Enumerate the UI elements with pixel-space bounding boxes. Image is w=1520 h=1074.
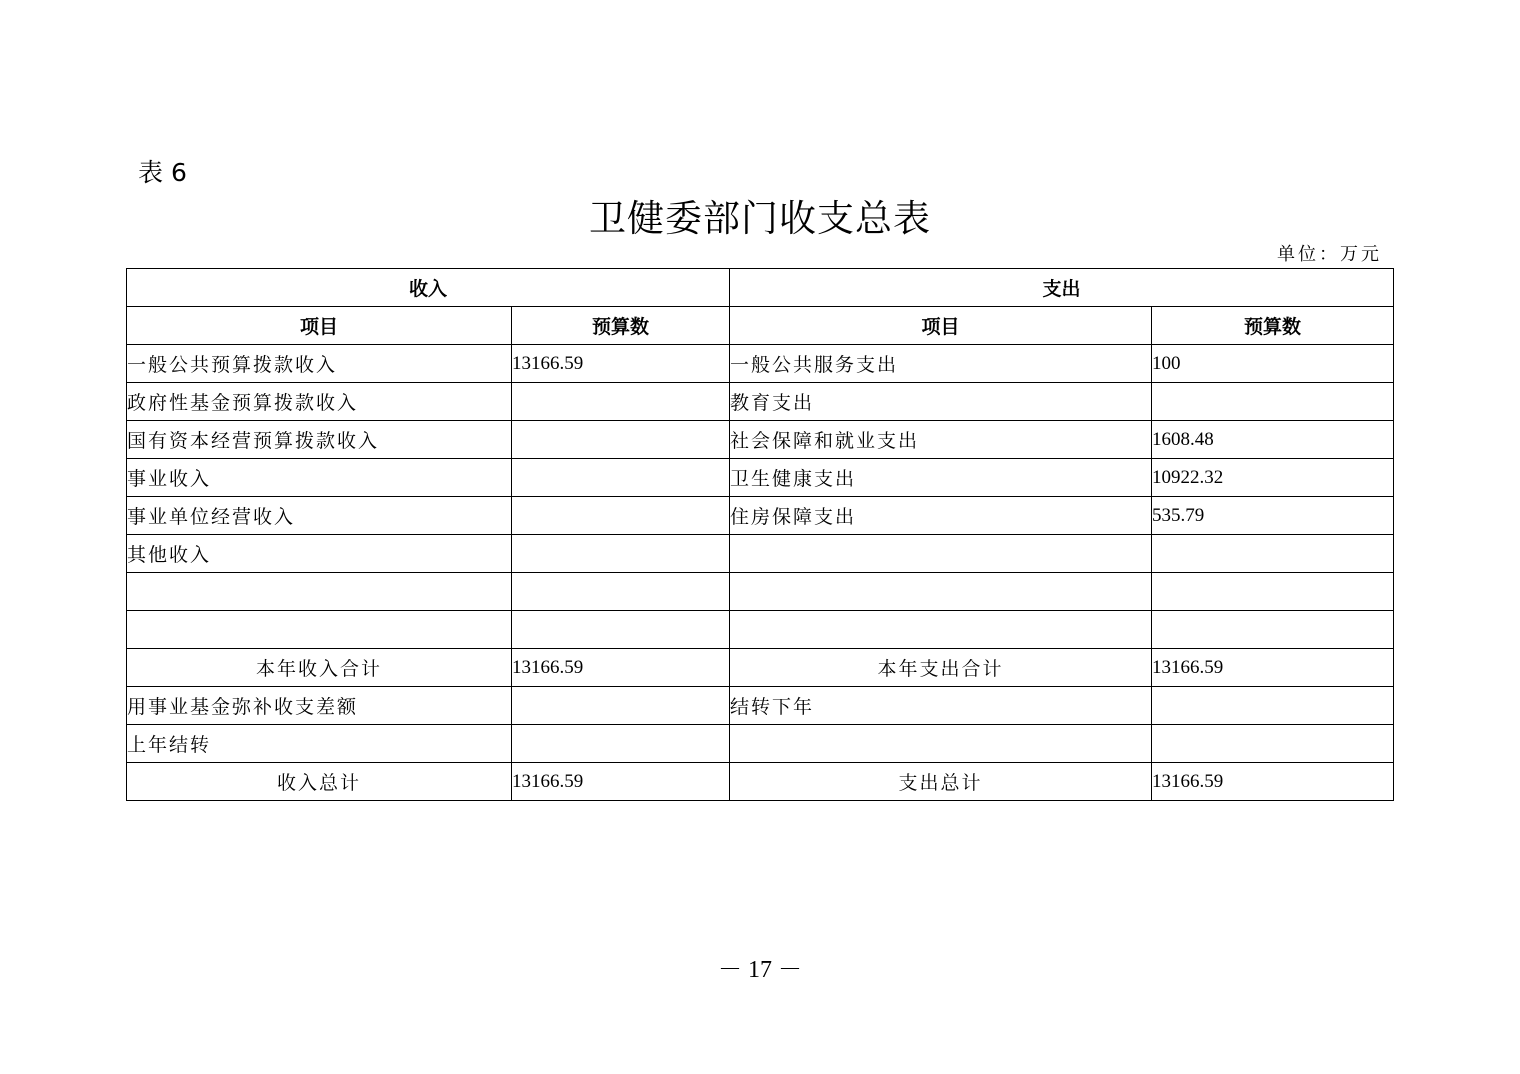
- expense-total-value: 13166.59: [1152, 763, 1394, 801]
- expense-subtotal-value: 13166.59: [1152, 649, 1394, 687]
- table-row: [127, 383, 1394, 421]
- income-header: 收入: [127, 269, 730, 307]
- income-item-header: 项目: [127, 307, 512, 345]
- expense-item: [730, 535, 1152, 573]
- income-total-value: 13166.59: [512, 763, 730, 801]
- expense-item: 一般公共服务支出: [730, 345, 1152, 383]
- expense-item: 住房保障支出: [730, 497, 1152, 535]
- column-header-row: [127, 307, 1394, 345]
- page-title: 卫健委部门收支总表: [589, 197, 931, 240]
- table-row: [127, 345, 1394, 383]
- expense-item: 社会保障和就业支出: [730, 421, 1152, 459]
- income-budget: [512, 725, 730, 763]
- expense-budget: 535.79: [1152, 497, 1394, 535]
- income-item: 一般公共预算拨款收入: [127, 345, 512, 383]
- income-budget: [512, 611, 730, 649]
- income-item: [127, 611, 512, 649]
- expense-item: [730, 573, 1152, 611]
- expense-item: 结转下年: [730, 687, 1152, 725]
- income-budget: [512, 573, 730, 611]
- income-subtotal-value: 13166.59: [512, 649, 730, 687]
- expense-budget: [1152, 535, 1394, 573]
- income-item: [127, 573, 512, 611]
- expense-budget: [1152, 725, 1394, 763]
- total-row: [127, 763, 1394, 801]
- expense-item: 教育支出: [730, 383, 1152, 421]
- income-item: 事业收入: [127, 459, 512, 497]
- expense-item: [730, 611, 1152, 649]
- table-row: [127, 535, 1394, 573]
- page-number: － 17 －: [718, 957, 802, 983]
- expense-item: 卫生健康支出: [730, 459, 1152, 497]
- income-budget: [512, 535, 730, 573]
- income-budget-header: 预算数: [512, 307, 730, 345]
- table-row: [127, 573, 1394, 611]
- expense-budget: 1608.48: [1152, 421, 1394, 459]
- expense-budget: [1152, 573, 1394, 611]
- expense-total-label: 支出总计: [730, 763, 1152, 801]
- income-item: 政府性基金预算拨款收入: [127, 383, 512, 421]
- table-number: 表 6: [138, 158, 187, 187]
- income-subtotal-label: 本年收入合计: [127, 649, 512, 687]
- table-row: [127, 459, 1394, 497]
- income-item: 国有资本经营预算拨款收入: [127, 421, 512, 459]
- expense-header: 支出: [730, 269, 1394, 307]
- income-item: 上年结转: [127, 725, 512, 763]
- income-budget: [512, 459, 730, 497]
- expense-budget-header: 预算数: [1152, 307, 1394, 345]
- expense-budget: 10922.32: [1152, 459, 1394, 497]
- expense-budget: 100: [1152, 345, 1394, 383]
- table-row: [127, 611, 1394, 649]
- income-total-label: 收入总计: [127, 763, 512, 801]
- expense-item: [730, 725, 1152, 763]
- budget-table: [126, 268, 1394, 801]
- expense-budget: [1152, 383, 1394, 421]
- expense-item-header: 项目: [730, 307, 1152, 345]
- income-budget: [512, 383, 730, 421]
- income-budget: [512, 497, 730, 535]
- expense-budget: [1152, 611, 1394, 649]
- expense-subtotal-label: 本年支出合计: [730, 649, 1152, 687]
- table-row: [127, 725, 1394, 763]
- table-row: [127, 497, 1394, 535]
- income-budget: 13166.59: [512, 345, 730, 383]
- income-budget: [512, 687, 730, 725]
- unit-label: 单位：万元: [1277, 244, 1382, 265]
- income-item: 其他收入: [127, 535, 512, 573]
- income-item: 用事业基金弥补收支差额: [127, 687, 512, 725]
- expense-budget: [1152, 687, 1394, 725]
- table-row: [127, 421, 1394, 459]
- table-row: [127, 687, 1394, 725]
- section-header-row: [127, 269, 1394, 307]
- income-item: 事业单位经营收入: [127, 497, 512, 535]
- subtotal-row: [127, 649, 1394, 687]
- income-budget: [512, 421, 730, 459]
